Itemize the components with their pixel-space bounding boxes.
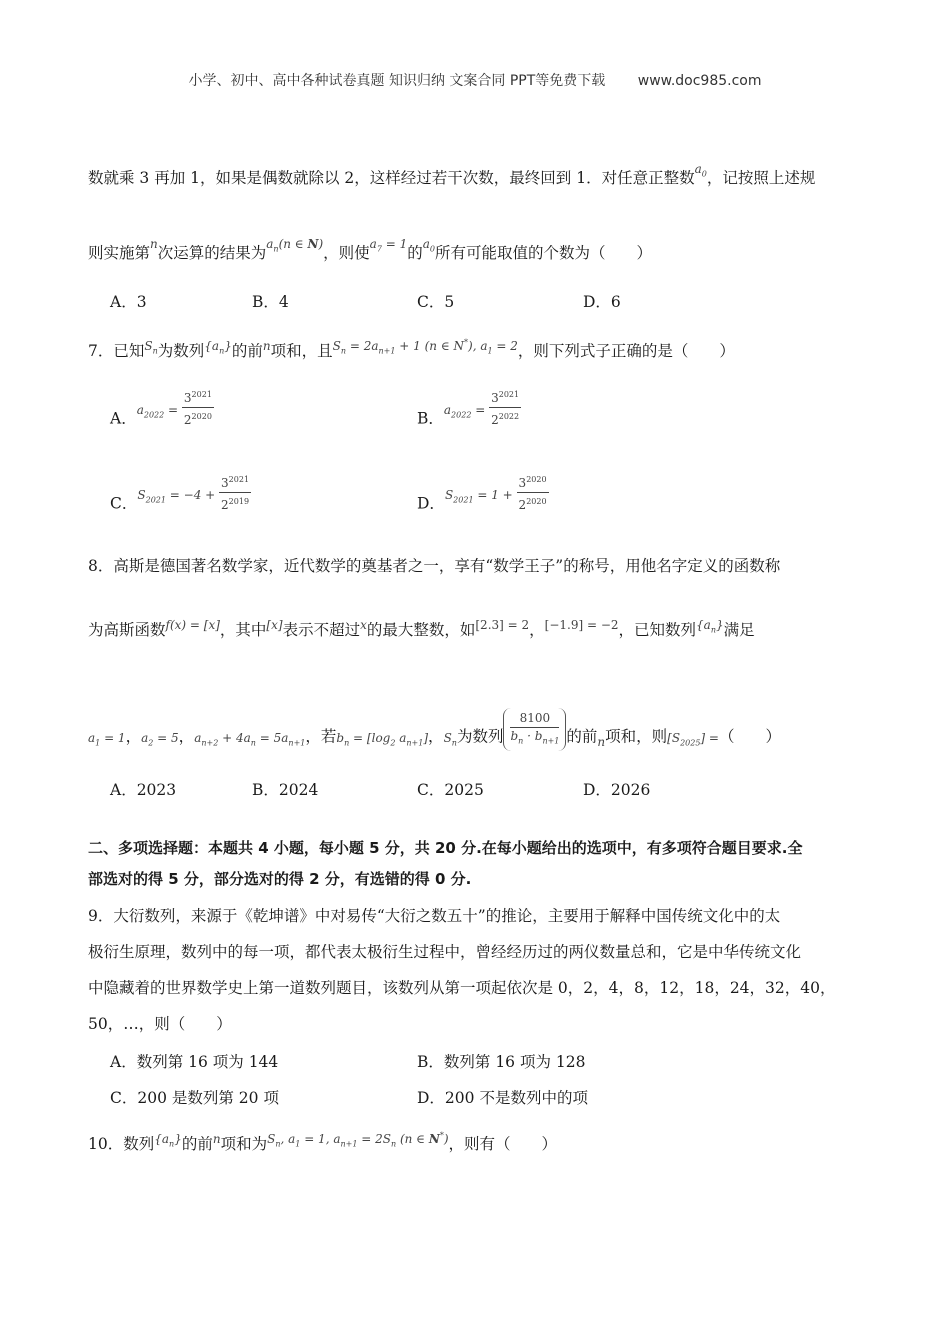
frac-sequence: $\frac{8100}{b_n \cdot b_{n+1}}$ xyxy=(503,708,566,751)
math-a0: a0 xyxy=(694,162,707,179)
q9-option-a[interactable]: A．数列第 16 项为 144 xyxy=(110,1053,279,1071)
q8-option-c[interactable]: C．2025 xyxy=(417,781,484,799)
q9-line3: 中隐藏着的世界数学史上第一道数列题目，该数列从第一项起依次是 0，2，4，8，12，18，24，32，40， xyxy=(88,979,836,997)
q6-option-d[interactable]: D．6 xyxy=(583,293,621,311)
q9-option-d[interactable]: D．200 不是数列中的项 xyxy=(417,1089,588,1107)
q10-stem: 10．数列$^{\{a_n\}}$的前$^n$项和为$^{S_n, a_1 = 1, a_{n+1} = 2S_n (n \in N^*)}$，则有（ ） xyxy=(88,1131,558,1153)
q9-option-c[interactable]: C．200 是数列第 20 项 xyxy=(110,1089,279,1107)
q9-option-b[interactable]: B．数列第 16 项为 128 xyxy=(417,1053,586,1071)
q8-line2: 为高斯函数$^{f(x) = [x]}$，其中[x]表示不超过$^x$的最大整数，如$^{[2.3] = 2}$，$^{[-1.9] = -2}$，已知数列$^{\{a_n\}}$满足 xyxy=(88,618,755,639)
q8-line3: $a_1 = 1$，$a_2 = 5$，$a_{n+2} + 4a_n = 5a_{n+1}$，若$b_n = [\log_2$ $a_{n+1}$]，$S_n$为数列 $\frac{8100}{b_n \cdot b_{n+1}}$ 的前$_n$项和，则$[S_{2025}]$ =（ ） xyxy=(88,716,781,759)
page-header xyxy=(0,70,950,90)
header-text: 小学、初中、高中各种试卷真题 知识归纳 文案合同 PPT等免费下载 xyxy=(188,73,606,89)
q6-option-a[interactable]: A．3 xyxy=(110,293,147,311)
q8-option-d[interactable]: D．2026 xyxy=(583,781,651,799)
math-an: an(n ∈ N) xyxy=(266,237,324,254)
header-url[interactable]: www.doc985.com xyxy=(637,73,762,89)
q8-line1: 8．高斯是德国著名数学家，近代数学的奠基者之一，享有“数学王子”的称号，用他名字定义的函数称 xyxy=(88,557,781,575)
q8-option-b[interactable]: B．2024 xyxy=(252,781,319,799)
q9-line2: 极衍生原理，数列中的每一项，都代表太极衍生过程中，曾经经历过的两仪数量总和，它是中华传统文化 xyxy=(88,943,802,961)
q6-option-b[interactable]: B．4 xyxy=(252,293,289,311)
section2-title-line1: 二、多项选择题：本题共 4 小题，每小题 5 分，共 20 分.在每小题给出的选项中，有多项符合题目要求.全 xyxy=(88,839,803,857)
q7-option-d[interactable]: D．$^{S_{2021} = 1 +}$ $\frac{3^{2020}}{2^{2020}}$ xyxy=(417,483,549,526)
q9-line1: 9．大衍数列，来源于《乾坤谱》中对易传“大衍之数五十”的推论，主要用于解释中国传统文化中的太 xyxy=(88,907,781,925)
q7-option-a[interactable]: A．$^{a_{2022} =}$ $\frac{3^{2021}}{2^{2020}}$ xyxy=(110,398,214,441)
q6-line1: 数就乘 3 再加 1，如果是偶数就除以 2，这样经过若干次数，最终回到 1．对任意正整数$^{a_0}$，记按照上述规 xyxy=(88,162,816,187)
q7-option-c[interactable]: C．$^{S_{2021} = -4 +}$ $\frac{3^{2021}}{2^{2019}}$ xyxy=(110,483,251,526)
q6-line2: 则实施第$^n$次运算的结果为$^{a_n(n \in N)}$，则使$^{a_7 = 1}$的$^{a_0}$所有可能取值的个数为（ ） xyxy=(88,237,653,262)
math-recurrence: Sn = 2an+1 + 1 (n ∈ N*), a1 = 2 xyxy=(332,338,518,356)
section2-title-line2: 部选对的得 5 分，部分选对的得 2 分，有选错的得 0 分. xyxy=(88,870,472,888)
q8-option-a[interactable]: A．2023 xyxy=(110,781,177,799)
math-q10-condition: Sn, a1 = 1, an+1 = 2Sn (n ∈ N*) xyxy=(267,1131,449,1149)
q7-stem: 7．已知$^{S_n}$为数列$^{\{a_n\}}$的前$^n$项和，且$^{S_n = 2a_{n+1} + 1 (n \in N^*), a_1 = 2}$，则下列式子正确的是（ ） xyxy=(88,338,735,360)
q6-option-c[interactable]: C．5 xyxy=(417,293,455,311)
q9-line4: 50，…，则（ ） xyxy=(88,1015,232,1033)
q7-option-b[interactable]: B．$^{a_{2022} =}$ $\frac{3^{2021}}{2^{2022}}$ xyxy=(417,398,521,441)
